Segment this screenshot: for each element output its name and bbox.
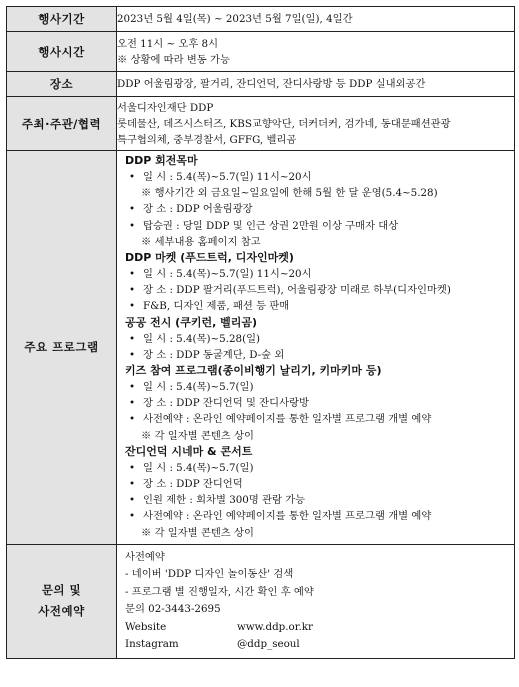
- bullet-icon: •: [129, 494, 136, 507]
- period-label: 행사기간: [7, 7, 117, 32]
- program-item: [125, 298, 506, 314]
- programs-label: 주요 프로그램: [7, 151, 117, 545]
- contact-line: - 프로그램 별 진행일자, 시간 확인 후 예약: [125, 585, 314, 598]
- program-item-text: 장 소 : DDP 어울림광장: [143, 203, 253, 216]
- program-item-text: 인원 제한 : 회차별 300명 관람 가능: [143, 494, 306, 507]
- bullet-icon: •: [129, 397, 136, 410]
- bullet-icon: •: [129, 381, 136, 394]
- row-programs: [7, 151, 515, 545]
- website-link[interactable]: www.ddp.or.kr: [237, 620, 313, 633]
- program-item: [125, 492, 506, 508]
- contact-label: [7, 544, 117, 658]
- program-note: ※ 세부내용 홈페이지 참고: [141, 235, 261, 248]
- instagram-key: Instagram: [125, 638, 179, 651]
- program-note: ※ 행사기간 외 금요일~일요일에 한해 5월 한 달 운영(5.4~5.28): [141, 187, 438, 200]
- instagram-row: [125, 636, 506, 654]
- bullet-icon: •: [129, 284, 136, 297]
- organizer-line: 특구협의체, 중부경찰서, GFFG, 벨리곰: [117, 133, 297, 146]
- bullet-icon: •: [129, 478, 136, 491]
- program-item: [125, 411, 506, 427]
- program-section-title: DDP 마켓 (푸드트럭, 디자인마켓): [125, 251, 294, 265]
- bullet-icon: •: [129, 461, 136, 474]
- program-section-title: DDP 회전목마: [125, 154, 198, 167]
- bullet-icon: •: [129, 219, 136, 232]
- program-section-title: 잔디언덕 시네마 & 콘서트: [125, 444, 253, 458]
- program-item: [125, 379, 506, 395]
- program-item: [125, 282, 506, 298]
- event-info-document: [6, 6, 514, 659]
- program-item: [125, 347, 506, 363]
- program-item-text: 일 시 : 5.4(목)~5.28(일): [143, 332, 261, 345]
- time-label: 행사시간: [7, 32, 117, 72]
- program-item: [125, 395, 506, 411]
- bullet-icon: •: [129, 171, 136, 183]
- program-item-text: 일 시 : 5.4(목)~5.7(일) 11시~20시: [143, 171, 312, 183]
- row-organizers: [7, 97, 515, 151]
- bullet-icon: •: [129, 510, 136, 523]
- program-item-text: 장 소 : DDP 잔디언덕 및 잔디사랑방: [143, 397, 309, 410]
- program-item: [125, 201, 506, 217]
- program-item: [125, 460, 506, 476]
- programs-list: [125, 153, 506, 541]
- instagram-handle[interactable]: @ddp_seoul: [237, 638, 300, 651]
- program-note: ※ 각 일자별 콘텐츠 상이: [141, 429, 254, 442]
- row-contact: [7, 544, 515, 658]
- program-item: [125, 266, 506, 282]
- program-section-title: 공공 전시 (쿠키런, 벨리곰): [125, 315, 257, 329]
- row-time: [7, 32, 515, 72]
- organizers-value: [117, 97, 515, 151]
- row-venue: [7, 72, 515, 97]
- time-note: ※ 상황에 따라 변동 가능: [117, 53, 230, 66]
- organizers-label: 주최·주관/협력: [7, 97, 117, 151]
- program-item-text: 탑승권 : 당일 DDP 및 인근 상권 2만원 이상 구매자 대상: [143, 219, 399, 232]
- contact-line: - 네이버 'DDP 디자인 놀이동산' 검색: [125, 568, 294, 581]
- program-item-text: 사전예약 : 온라인 예약페이지를 통한 일자별 프로그램 개별 예약: [143, 413, 432, 426]
- program-item-text: F&B, 디자인 제품, 패션 등 판매: [143, 300, 290, 313]
- program-item: [125, 218, 506, 234]
- bullet-icon: •: [129, 413, 136, 426]
- bullet-icon: •: [129, 348, 136, 361]
- contact-label-line2: 사전예약: [38, 604, 85, 619]
- program-item-text: 일 시 : 5.4(목)~5.7(일) 11시~20시: [143, 268, 312, 281]
- program-item-text: 장 소 : DDP 잔디언덕: [143, 478, 243, 491]
- website-row: [125, 619, 506, 637]
- time-value: [117, 32, 515, 72]
- program-item-text: 장 소 : DDP 동굴계단, D-숲 외: [143, 348, 285, 361]
- bullet-icon: •: [129, 203, 136, 216]
- contact-phone: 문의 02-3443-2695: [125, 603, 221, 616]
- contact-line: 사전예약: [125, 550, 165, 563]
- venue-value: DDP 어울림광장, 팔거리, 잔디언덕, 잔디사랑방 등 DDP 실내외공간: [117, 72, 515, 97]
- program-item-text: 사전예약 : 온라인 예약페이지를 통한 일자별 프로그램 개별 예약: [143, 510, 432, 523]
- program-item: [125, 508, 506, 524]
- row-period: [7, 7, 515, 32]
- program-section-title: 키즈 참여 프로그램(종이비행기 날리기, 키마키마 등): [125, 364, 382, 378]
- program-item-text: 일 시 : 5.4(목)~5.7(일): [143, 461, 254, 474]
- program-item-text: 일 시 : 5.4(목)~5.7(일): [143, 381, 254, 394]
- organizer-line: 서울디자인재단 DDP: [117, 101, 214, 114]
- program-note: ※ 각 일자별 콘텐츠 상이: [141, 526, 254, 539]
- venue-label: 장소: [7, 72, 117, 97]
- program-item-text: 장 소 : DDP 팔거리(푸드트럭), 어울림광장 미래로 하부(디자인마켓): [143, 284, 451, 297]
- bullet-icon: •: [129, 332, 136, 345]
- contact-label-line1: 문의 및: [41, 583, 82, 598]
- programs-value: [117, 151, 515, 545]
- website-key: Website: [125, 620, 167, 633]
- program-item: [125, 169, 506, 185]
- event-info-table: [6, 6, 515, 659]
- program-item: [125, 476, 506, 492]
- time-line: 오전 11시 ~ 오후 8시: [117, 37, 219, 50]
- period-value: 2023년 5월 4일(목) ~ 2023년 5월 7일(일), 4일간: [117, 7, 515, 32]
- program-item: [125, 331, 506, 347]
- organizer-line: 롯데물산, 데즈시스터즈, KBS교향악단, 더커더커, 검가네, 동대문패션관광: [117, 117, 451, 130]
- bullet-icon: •: [129, 268, 136, 281]
- bullet-icon: •: [129, 300, 136, 313]
- contact-value: [117, 544, 515, 658]
